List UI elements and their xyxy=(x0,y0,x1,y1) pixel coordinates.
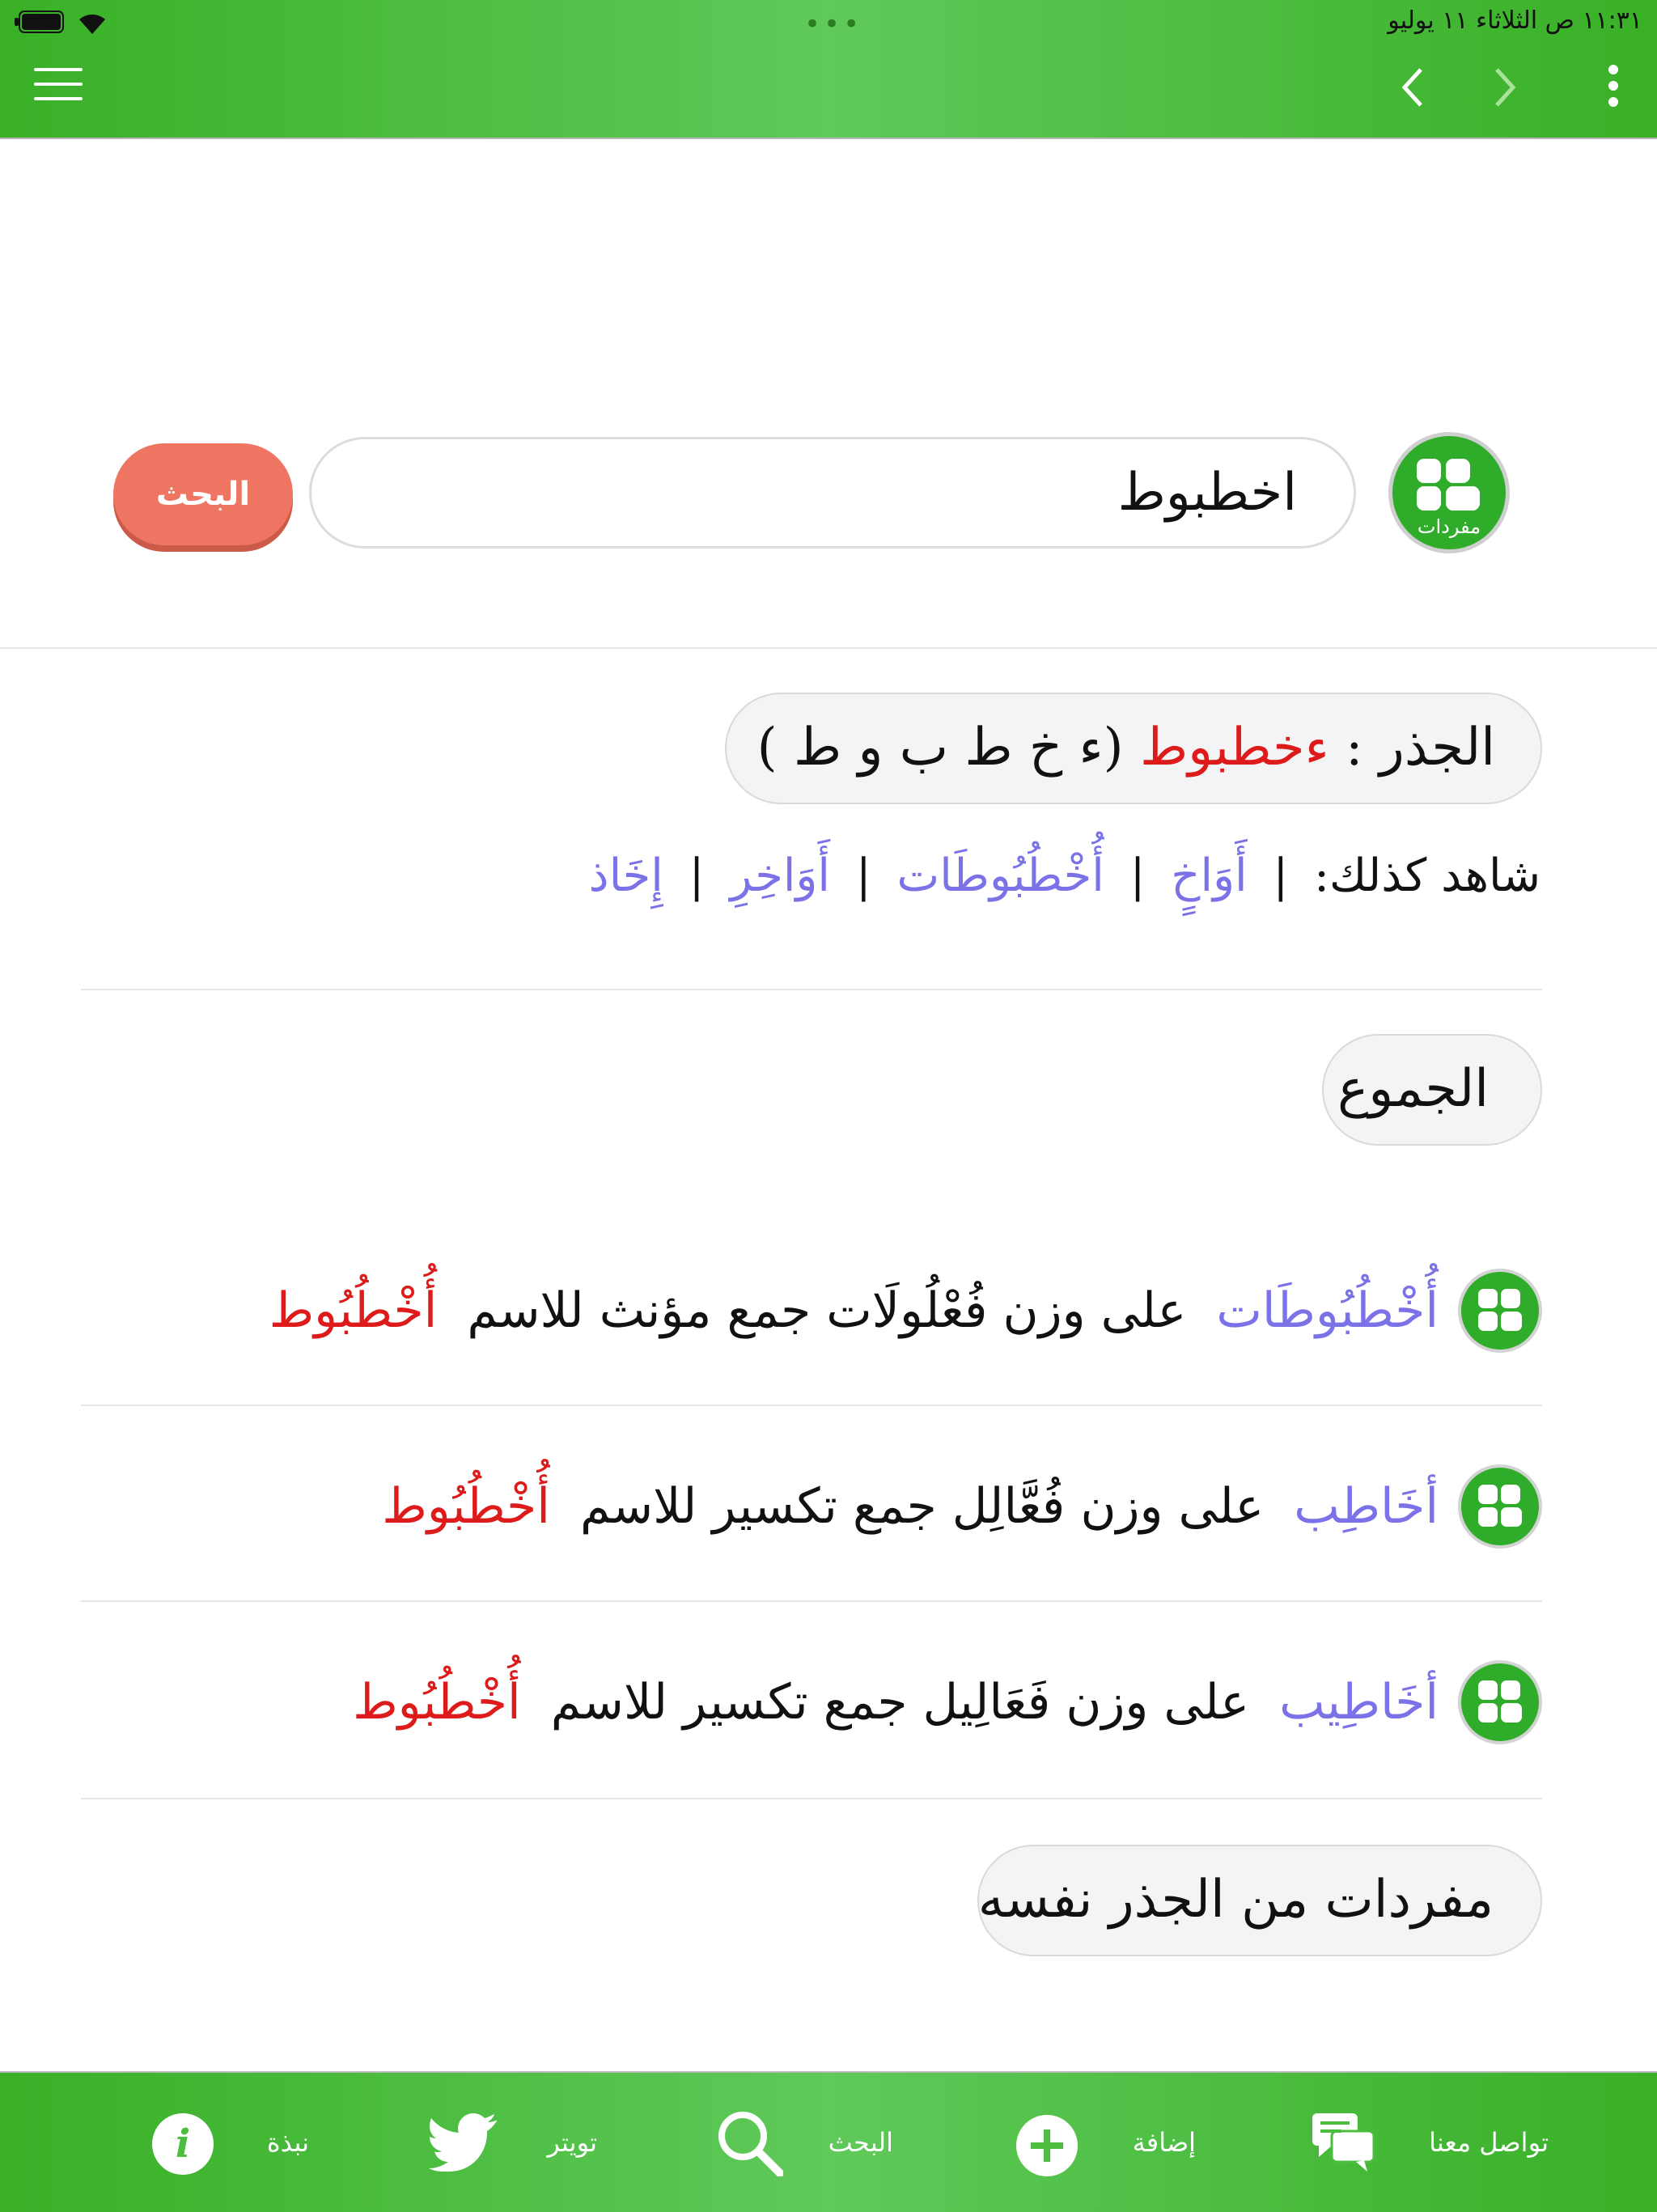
wifi-icon xyxy=(76,10,108,36)
app-logo xyxy=(1388,432,1510,553)
battery-icon xyxy=(15,10,65,34)
plural-word[interactable]: أُخْطُبُوطَات xyxy=(1216,1282,1439,1339)
svg-text:i: i xyxy=(175,2121,191,2167)
list-item[interactable] xyxy=(338,1654,1542,1751)
root-pill xyxy=(725,693,1542,804)
tab-contact[interactable] xyxy=(1429,2073,1549,2212)
plural-word[interactable]: أخَاطِيب xyxy=(1279,1674,1439,1731)
plural-desc: على وزن فُعَّالِل جمع تكسير للاسم xyxy=(579,1478,1265,1535)
chevron-right-icon[interactable] xyxy=(1489,65,1521,110)
divider xyxy=(81,989,1542,990)
word-icon xyxy=(1458,1464,1542,1549)
plural-word[interactable]: أخَاطِب xyxy=(1294,1478,1439,1535)
word-icon xyxy=(1458,1660,1542,1744)
plural-base[interactable]: أُخْطُبُوط xyxy=(382,1478,550,1535)
root-word: ءخطبوط xyxy=(1139,718,1329,778)
info-icon[interactable] xyxy=(150,2112,215,2176)
divider xyxy=(81,1405,1542,1406)
plurals-heading: الجموع xyxy=(1322,1034,1542,1146)
tab-search[interactable] xyxy=(828,2073,893,2212)
plural-desc: على وزن فَعَالِيل جمع تكسير للاسم xyxy=(550,1674,1250,1731)
tab-label: نبذة xyxy=(266,2127,309,2158)
more-vertical-icon[interactable] xyxy=(1604,63,1623,108)
logo-mark-icon xyxy=(1392,436,1506,549)
list-item[interactable] xyxy=(255,1262,1542,1359)
see-also-link[interactable]: أَوَاخِرِ xyxy=(730,850,830,902)
tab-add[interactable] xyxy=(1133,2073,1196,2212)
root-letters: (ء خ ط ب و ط ) xyxy=(756,718,1124,778)
chevron-left-icon[interactable] xyxy=(1396,65,1429,110)
svg-text:مفردات: مفردات xyxy=(1417,515,1481,538)
see-also: شاهد كذلك: | أَوَاخٍ | أُخْطُبُوطَات | أَوَاخِرِ | إِخَاذ xyxy=(588,850,1540,902)
see-also-link[interactable]: إِخَاذ xyxy=(588,850,663,902)
divider xyxy=(81,1798,1542,1799)
divider xyxy=(81,1600,1542,1602)
plural-base[interactable]: أُخْطُبُوط xyxy=(353,1674,521,1731)
same-root-heading: مفردات من الجذر نفسه xyxy=(977,1845,1542,1956)
plural-base[interactable]: أُخْطُبُوط xyxy=(269,1282,438,1339)
menu-icon[interactable] xyxy=(34,68,83,107)
divider xyxy=(0,647,1657,649)
search-button[interactable]: البحث xyxy=(113,443,293,545)
bottom-tab-bar xyxy=(0,2071,1657,2212)
plus-circle-icon[interactable] xyxy=(1015,2113,1079,2178)
tab-about[interactable] xyxy=(267,2073,309,2212)
twitter-icon[interactable] xyxy=(429,2113,497,2172)
plural-desc: على وزن فُعْلُولَات جمع مؤنث للاسم xyxy=(467,1282,1187,1339)
root-label: الجذر : xyxy=(1346,718,1495,778)
tab-label: تواصل معنا xyxy=(1429,2127,1549,2158)
word-icon xyxy=(1458,1269,1542,1353)
tab-label: تويتر xyxy=(547,2127,597,2158)
chat-icon[interactable] xyxy=(1311,2112,1375,2173)
tab-label: البحث xyxy=(828,2127,893,2158)
multitask-dots[interactable]: ••• xyxy=(804,8,863,40)
list-item[interactable] xyxy=(367,1458,1542,1555)
see-also-label: شاهد كذلك: xyxy=(1314,850,1540,902)
see-also-link[interactable]: أُخْطُبُوطَات xyxy=(896,850,1104,902)
see-also-link[interactable]: أَوَاخٍ xyxy=(1171,850,1248,902)
tab-twitter[interactable] xyxy=(547,2073,597,2212)
top-bar xyxy=(0,0,1657,139)
search-icon[interactable] xyxy=(715,2108,783,2176)
status-time-date: ١١:٣١ ص الثلاثاء ١١ يوليو xyxy=(1388,6,1642,35)
search-input[interactable] xyxy=(309,437,1356,549)
tab-label: إضافة xyxy=(1132,2127,1196,2158)
